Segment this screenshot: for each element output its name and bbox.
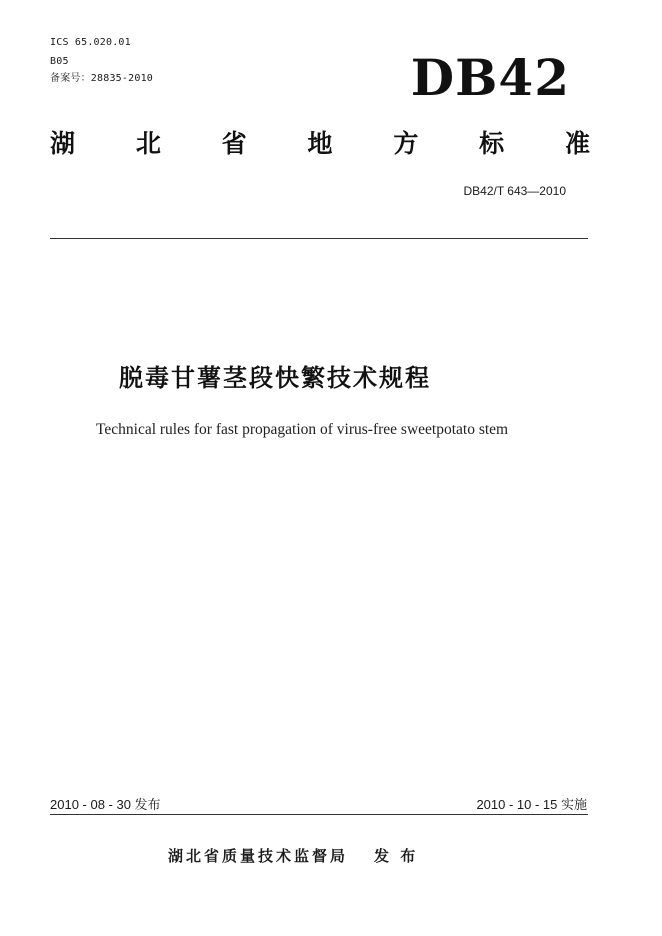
standard-type-char: 标: [479, 129, 505, 158]
footer-divider: [50, 814, 588, 815]
issuer-name: 湖北省质量技术监督局: [168, 847, 349, 865]
publish-date: 2010 - 08 - 30 发布: [50, 797, 161, 812]
document-title-en: Technical rules for fast propagation of virus-free sweetpotato stem: [96, 421, 509, 438]
standard-type-char: 湖: [50, 129, 76, 158]
implement-date: 2010 - 10 - 15 实施: [476, 797, 587, 812]
standard-type-char: 地: [307, 129, 333, 158]
standard-code-logo: DB42: [410, 48, 570, 107]
standard-type-char: 省: [221, 129, 247, 158]
header-divider: [50, 238, 588, 239]
ics-code: ICS 65.020.01: [50, 37, 131, 48]
ccs-code: B05: [50, 56, 69, 67]
standard-type-char: 准: [564, 129, 590, 158]
standard-type-char: 方: [393, 129, 419, 158]
record-number: 备案号：28835-2010: [50, 73, 154, 84]
standard-type-char: 北: [135, 129, 161, 158]
standard-number: DB42/T 643—2010: [463, 184, 566, 198]
standard-type-heading: [50, 128, 590, 160]
issuer-action: 发 布: [374, 847, 419, 865]
issuer-line: [168, 846, 418, 866]
document-title-cn: 脱毒甘薯茎段快繁技术规程: [119, 364, 431, 392]
